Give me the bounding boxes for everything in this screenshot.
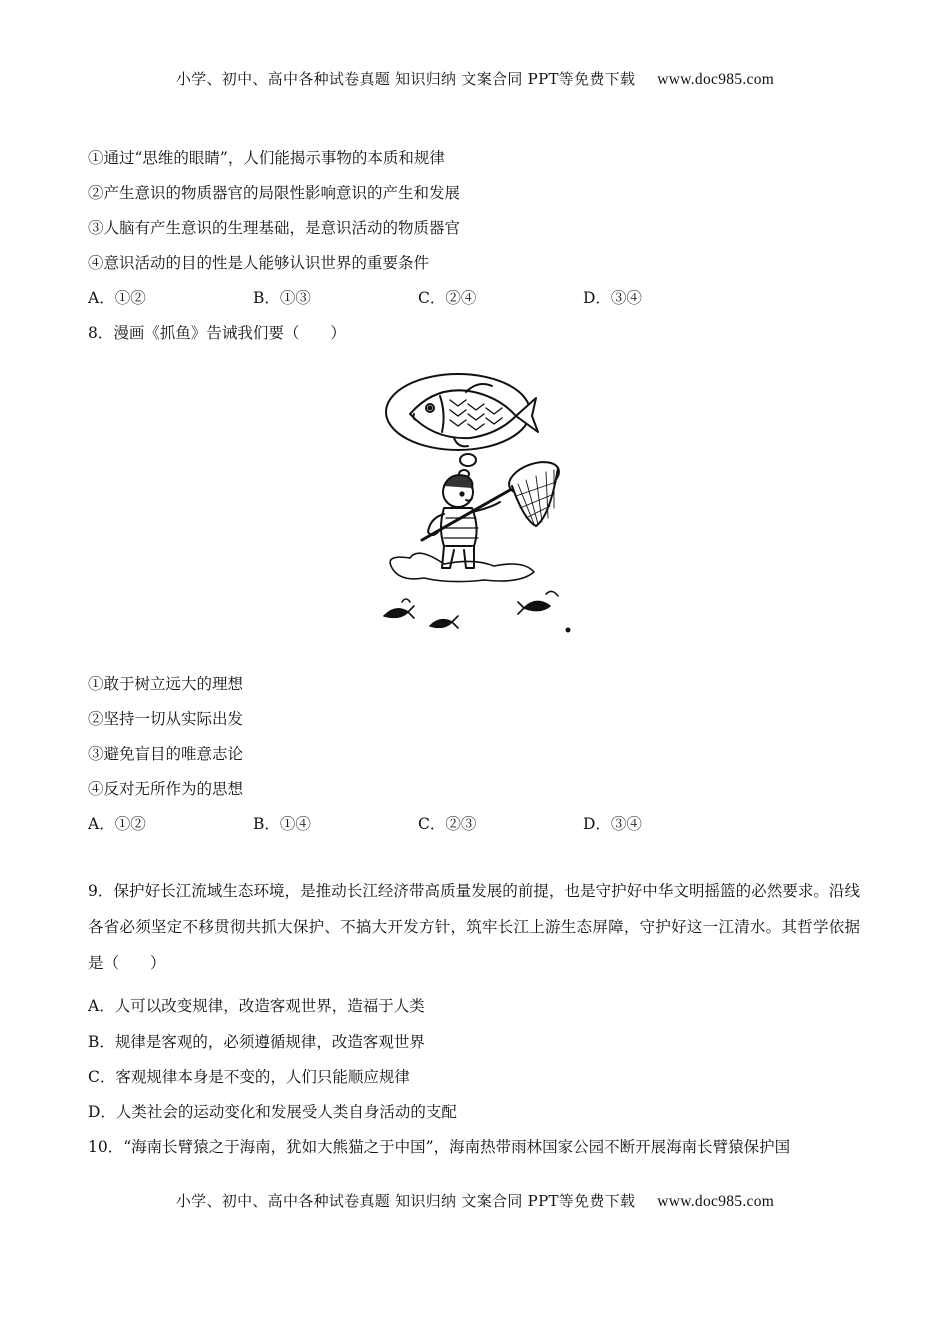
q7-option-a[interactable]: A．①② (88, 289, 146, 307)
q8-option-a[interactable]: A．①② (88, 815, 146, 833)
q8-item-3: ③避免盲目的唯意志论 (88, 745, 244, 763)
water-puddle (390, 553, 534, 581)
q7-item-1: ①通过“思维的眼睛”，人们能揭示事物的本质和规律 (88, 149, 445, 167)
fishing-cartoon (374, 368, 578, 636)
boy-figure (422, 456, 563, 568)
q7-option-c[interactable]: C．②④ (418, 289, 477, 307)
q8-option-d[interactable]: D．③④ (583, 815, 642, 833)
header-text: 小学、初中、高中各种试卷真题 知识归纳 文案合同 PPT等免费下载 (175, 70, 636, 88)
q7-item-2: ②产生意识的物质器官的局限性影响意识的产生和发展 (88, 184, 461, 202)
q8-item-4: ④反对无所作为的思想 (88, 780, 244, 798)
ground-fish-icon (384, 591, 558, 628)
q8-option-c[interactable]: C．②③ (418, 815, 477, 833)
q7-option-d[interactable]: D．③④ (583, 289, 642, 307)
q7-item-4: ④意识活动的目的性是人能够认识世界的重要条件 (88, 254, 430, 272)
footer-site: www.doc985.com (657, 1193, 775, 1210)
footer-text: 小学、初中、高中各种试卷真题 知识归纳 文案合同 PPT等免费下载 (175, 1192, 636, 1210)
q7-options (88, 286, 768, 308)
q10-stem: 10．“海南长臂猿之于海南，犹如大熊猫之于中国”，海南热带雨林国家公园不断开展海南长臂猿保护国 (88, 1138, 791, 1156)
page-footer (0, 1190, 950, 1211)
q8-options (88, 812, 768, 834)
q7-option-b[interactable]: B．①③ (253, 289, 311, 307)
q9-option-d[interactable]: D．人类社会的运动变化和发展受人类自身活动的支配 (88, 1103, 457, 1121)
q8-item-1: ①敢于树立远大的理想 (88, 675, 244, 693)
q8-stem: 8．漫画《抓鱼》告诫我们要（ ） (88, 324, 346, 342)
page-header (0, 68, 950, 89)
q9-option-b[interactable]: B．规律是客观的，必须遵循规律，改造客观世界 (88, 1033, 425, 1051)
header-site: www.doc985.com (657, 71, 775, 88)
q9-stem: 9．保护好长江流域生态环境，是推动长江经济带高质量发展的前提，也是守护好中华文明摇篮的必然要求。沿线各省必须坚定不移贯彻共抓大保护、不搞大开发方针，筑牢长江上游生态屏障，守护好这一江清水。其哲学依据是（ ） (88, 882, 860, 972)
q9-option-a[interactable]: A．人可以改变规律，改造客观世界，造福于人类 (88, 997, 425, 1015)
q8-option-b[interactable]: B．①④ (253, 815, 311, 833)
q7-item-3: ③人脑有产生意识的生理基础，是意识活动的物质器官 (88, 219, 461, 237)
q8-item-2: ②坚持一切从实际出发 (88, 710, 244, 728)
q9-option-c[interactable]: C．客观规律本身是不变的，人们只能顺应规律 (88, 1068, 410, 1086)
